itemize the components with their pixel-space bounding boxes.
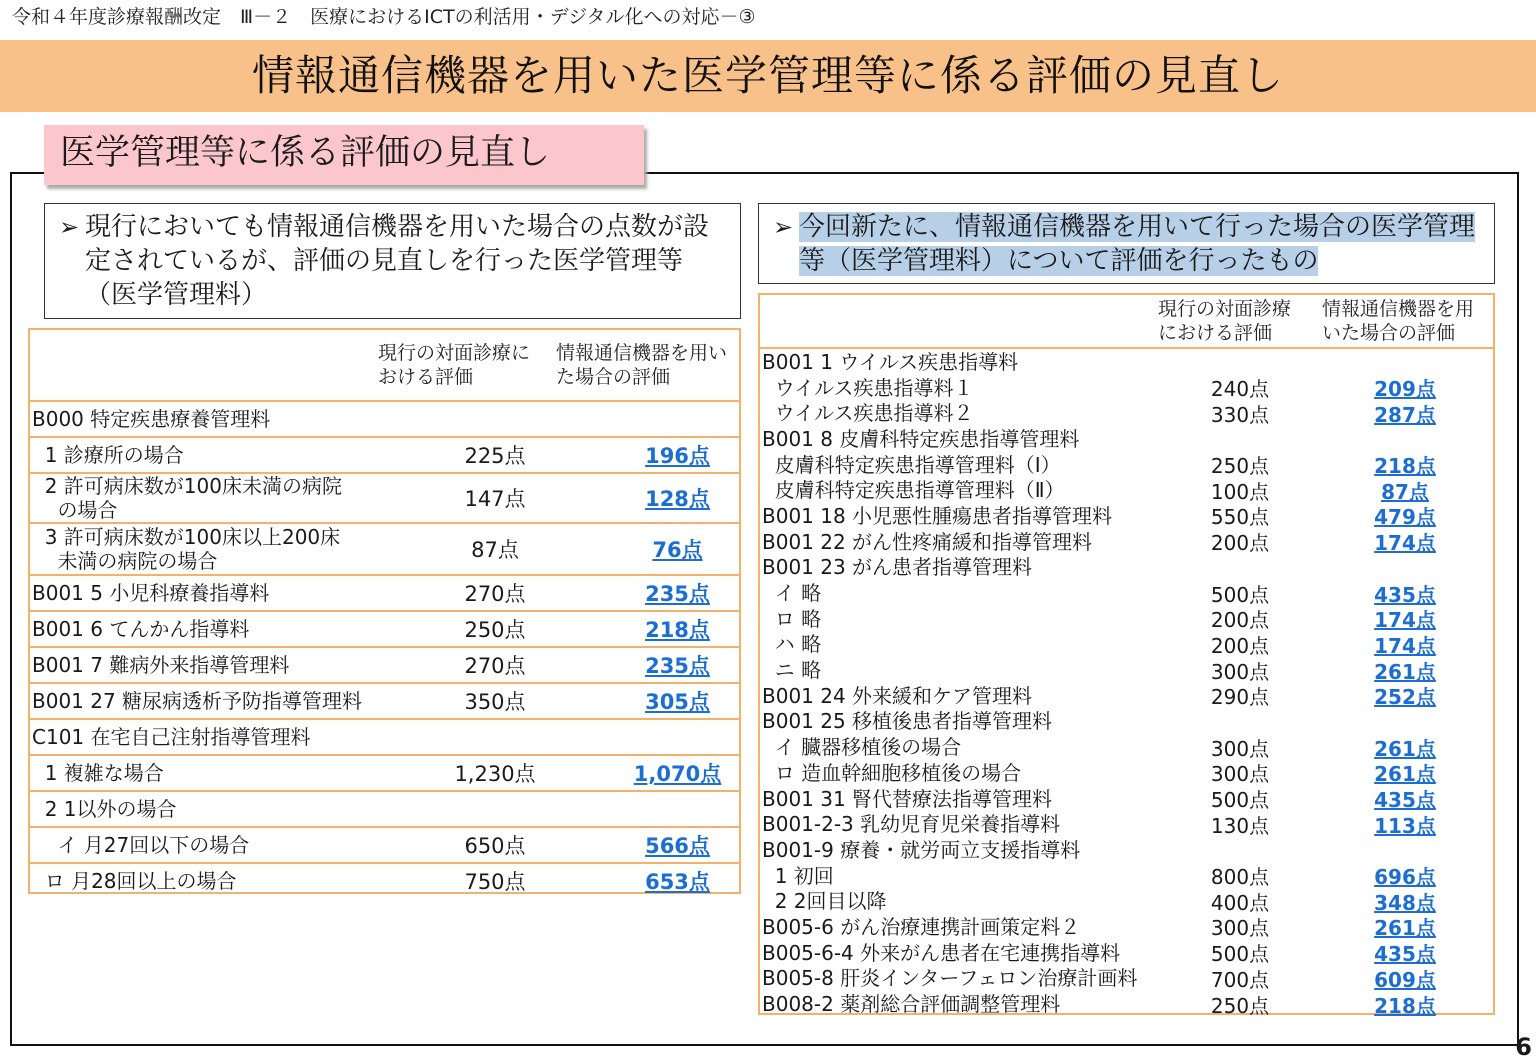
ict-points: 479点	[1374, 505, 1436, 530]
ict-points: 261点	[1374, 659, 1436, 684]
table-row	[760, 580, 1493, 606]
row-label: 2 許可病床数が100床未満の病院 の場合	[44, 474, 342, 522]
row-label: B005-6 がん治療連携計画策定料２	[762, 914, 1081, 939]
table-row	[760, 375, 1493, 401]
row-label: B001 7 難病外来指導管理料	[32, 653, 290, 677]
column-header-new: 情報通信機器を用いた場合の評価	[556, 342, 728, 388]
current-points: 330点	[1210, 402, 1270, 427]
current-points: 87点	[471, 538, 519, 562]
current-points: 1,230点	[454, 762, 536, 786]
ict-points	[590, 720, 765, 754]
row-label: ハ 略	[762, 632, 822, 657]
row-label: B005-8 肝炎インターフェロン治療計画料	[762, 966, 1138, 991]
row-label: B001 5 小児科療養指導料	[32, 581, 270, 605]
table-row	[760, 349, 1493, 375]
table-row	[760, 632, 1493, 658]
ict-points: 174点	[1374, 633, 1436, 658]
table-row	[760, 888, 1493, 914]
ict-points: 113点	[1374, 813, 1436, 838]
ict-points: 235点	[645, 654, 710, 678]
ict-points	[590, 402, 765, 436]
left-description-text: 現行においても情報通信機器を用いた場合の点数が設定されているが、評価の見直しを行った医学管理等（医学管理料）	[85, 212, 710, 310]
ict-points: 76点	[652, 538, 703, 562]
document-header: 令和４年度診療報酬改定 Ⅲ－２ 医療におけるICTの利活用・デジタル化への対応－③	[12, 6, 756, 28]
arrow-bullet-icon: ➢	[59, 213, 80, 241]
current-points	[420, 792, 570, 826]
current-points: 290点	[1210, 685, 1270, 710]
table-row	[30, 438, 739, 474]
table-row	[30, 828, 739, 864]
row-label: ウイルス疾患指導料１	[762, 375, 974, 400]
row-label: ロ 略	[762, 606, 822, 631]
row-label: C101 在宅自己注射指導管理料	[32, 725, 311, 749]
table-row	[760, 683, 1493, 709]
ict-points: 128点	[645, 487, 710, 511]
table-row	[760, 426, 1493, 452]
row-label: イ 月27回以下の場合	[32, 833, 250, 857]
page-title: 情報通信機器を用いた医学管理等に係る評価の見直し	[0, 40, 1536, 112]
table-row	[30, 612, 739, 648]
ict-points	[1320, 349, 1490, 375]
current-points: 270点	[464, 582, 526, 606]
current-points: 147点	[464, 487, 526, 511]
current-points: 500点	[1210, 942, 1270, 967]
current-points: 300点	[1210, 762, 1270, 787]
current-points	[1170, 426, 1310, 452]
ict-points: 261点	[1374, 916, 1436, 941]
current-points	[1170, 555, 1310, 581]
table-row	[30, 648, 739, 684]
table-row	[760, 811, 1493, 837]
ict-points: 287点	[1374, 402, 1436, 427]
ict-points: 87点	[1381, 479, 1429, 504]
table-row	[760, 657, 1493, 683]
row-label: B001 31 腎代替療法指導管理料	[762, 786, 1053, 811]
row-label: B005-6-4 外来がん患者在宅連携指導料	[762, 940, 1121, 965]
table-row	[760, 760, 1493, 786]
current-points: 400点	[1210, 890, 1270, 915]
table-header-row	[760, 295, 1493, 349]
current-points: 100点	[1210, 479, 1270, 504]
ict-points: 609点	[1374, 967, 1436, 992]
ict-points: 261点	[1374, 736, 1436, 761]
ict-points: 435点	[1374, 788, 1436, 813]
table-header-row	[30, 330, 739, 402]
ict-points: 218点	[1374, 454, 1436, 479]
current-points: 500点	[1210, 788, 1270, 813]
ict-points: 348点	[1374, 890, 1436, 915]
current-points: 250点	[1210, 993, 1270, 1018]
current-points: 300点	[1210, 736, 1270, 761]
ict-points: 196点	[645, 444, 710, 468]
table-row	[30, 576, 739, 612]
row-label: 3 許可病床数が100床以上200床 未満の病院の場合	[44, 525, 341, 573]
row-label: イ 臓器移植後の場合	[762, 735, 962, 760]
row-label: 1 複雑な場合	[32, 761, 164, 785]
row-label: B008-2 薬剤総合評価調整管理料	[762, 992, 1061, 1017]
row-label: 1 診療所の場合	[32, 443, 184, 467]
row-label: 皮膚科特定疾患指導管理料（Ⅱ）	[762, 478, 1065, 503]
current-points	[420, 402, 570, 436]
current-points	[1170, 349, 1310, 375]
table-row	[760, 503, 1493, 529]
row-label: B001-9 療養・就労両立支援指導料	[762, 837, 1081, 862]
current-points: 225点	[464, 444, 526, 468]
current-points	[420, 720, 570, 754]
table-row	[760, 400, 1493, 426]
current-points: 250点	[464, 618, 526, 642]
page-number: 6	[1515, 1033, 1532, 1061]
ict-points: 696点	[1374, 865, 1436, 890]
current-points: 550点	[1210, 505, 1270, 530]
table-row	[760, 452, 1493, 478]
ict-points	[1320, 426, 1490, 452]
row-label: 皮膚科特定疾患指導管理料（Ⅰ）	[762, 452, 1061, 477]
current-points	[1170, 709, 1310, 735]
row-label: 2 1以外の場合	[32, 797, 177, 821]
table-row	[760, 914, 1493, 940]
right-description-box	[758, 203, 1495, 284]
table-row	[760, 734, 1493, 760]
ict-points: 174点	[1374, 531, 1436, 556]
table-row	[760, 786, 1493, 812]
row-label: 1 初回	[762, 863, 834, 888]
table-row	[760, 709, 1493, 735]
current-points: 750点	[464, 870, 526, 894]
row-label: B001 8 皮膚科特定疾患指導管理料	[762, 426, 1080, 451]
ict-points: 653点	[645, 870, 710, 894]
column-header-current: 現行の対面診療における評価	[1158, 298, 1292, 344]
ict-points: 218点	[645, 618, 710, 642]
ict-points: 435点	[1374, 942, 1436, 967]
ict-points: 235点	[645, 582, 710, 606]
row-label: B001 24 外来緩和ケア管理料	[762, 683, 1033, 708]
current-points: 240点	[1210, 377, 1270, 402]
current-points: 200点	[1210, 608, 1270, 633]
current-points: 270点	[464, 654, 526, 678]
ict-points: 218点	[1374, 993, 1436, 1018]
column-header-current: 現行の対面診療における評価	[378, 342, 531, 388]
current-points: 700点	[1210, 967, 1270, 992]
current-points: 130点	[1210, 813, 1270, 838]
row-label: B001 1 ウイルス疾患指導料	[762, 349, 1019, 374]
current-points: 350点	[464, 690, 526, 714]
row-label: ウイルス疾患指導料２	[762, 401, 974, 426]
ict-points: 566点	[645, 834, 710, 858]
current-points: 200点	[1210, 633, 1270, 658]
table-row	[30, 524, 739, 576]
table-row	[30, 402, 739, 438]
right-fee-table	[758, 293, 1495, 1018]
ict-points	[1320, 555, 1490, 581]
current-points: 800点	[1210, 865, 1270, 890]
ict-points	[1320, 837, 1490, 863]
row-label: B000 特定疾患療養管理料	[32, 407, 271, 431]
left-description-box	[44, 203, 741, 319]
table-row	[30, 756, 739, 792]
ict-points	[1320, 709, 1490, 735]
current-points	[1170, 837, 1310, 863]
row-label: イ 略	[762, 581, 822, 606]
column-header-new: 情報通信機器を用いた場合の評価	[1322, 298, 1475, 344]
row-label: B001 25 移植後患者指導管理料	[762, 709, 1053, 734]
row-label: B001-2-3 乳幼児育児栄養指導料	[762, 812, 1061, 837]
row-label: B001 18 小児悪性腫瘍患者指導管理料	[762, 503, 1113, 528]
right-description-text: 今回新たに、情報通信機器を用いて行った場合の医学管理等（医学管理料）について評価を行ったもの	[799, 212, 1476, 276]
table-row	[760, 555, 1493, 581]
ict-points: 174点	[1374, 608, 1436, 633]
row-label: B001 6 てんかん指導料	[32, 617, 250, 641]
table-row	[760, 477, 1493, 503]
table-row	[760, 863, 1493, 889]
table-row	[30, 864, 739, 898]
current-points: 650点	[464, 834, 526, 858]
table-row	[30, 720, 739, 756]
row-label: B001 23 がん患者指導管理料	[762, 555, 1033, 580]
row-label: B001 22 がん性疼痛緩和指導管理料	[762, 529, 1093, 554]
table-row	[760, 966, 1493, 992]
left-fee-table	[28, 328, 741, 894]
row-label: ロ 造血幹細胞移植後の場合	[762, 760, 1022, 785]
ict-points: 261点	[1374, 762, 1436, 787]
row-label: B001 27 糖尿病透析予防指導管理料	[32, 689, 363, 713]
row-label: ロ 月28回以上の場合	[32, 869, 237, 893]
table-row	[760, 991, 1493, 1017]
row-label: ニ 略	[762, 658, 822, 683]
arrow-bullet-icon: ➢	[773, 213, 794, 241]
ict-points: 209点	[1374, 377, 1436, 402]
ict-points: 305点	[645, 690, 710, 714]
current-points: 300点	[1210, 916, 1270, 941]
ict-points: 252点	[1374, 685, 1436, 710]
table-row	[30, 792, 739, 828]
current-points: 300点	[1210, 659, 1270, 684]
table-row	[760, 606, 1493, 632]
current-points: 500点	[1210, 582, 1270, 607]
row-label: 2 2回目以降	[762, 889, 887, 914]
ict-points: 1,070点	[633, 762, 722, 786]
table-row	[760, 529, 1493, 555]
section-subtitle: 医学管理等に係る評価の見直し	[44, 125, 644, 185]
current-points: 200点	[1210, 531, 1270, 556]
table-row	[760, 837, 1493, 863]
table-row	[30, 474, 739, 524]
current-points: 250点	[1210, 454, 1270, 479]
ict-points: 435点	[1374, 582, 1436, 607]
table-row	[30, 684, 739, 720]
table-row	[760, 940, 1493, 966]
ict-points	[590, 792, 765, 826]
